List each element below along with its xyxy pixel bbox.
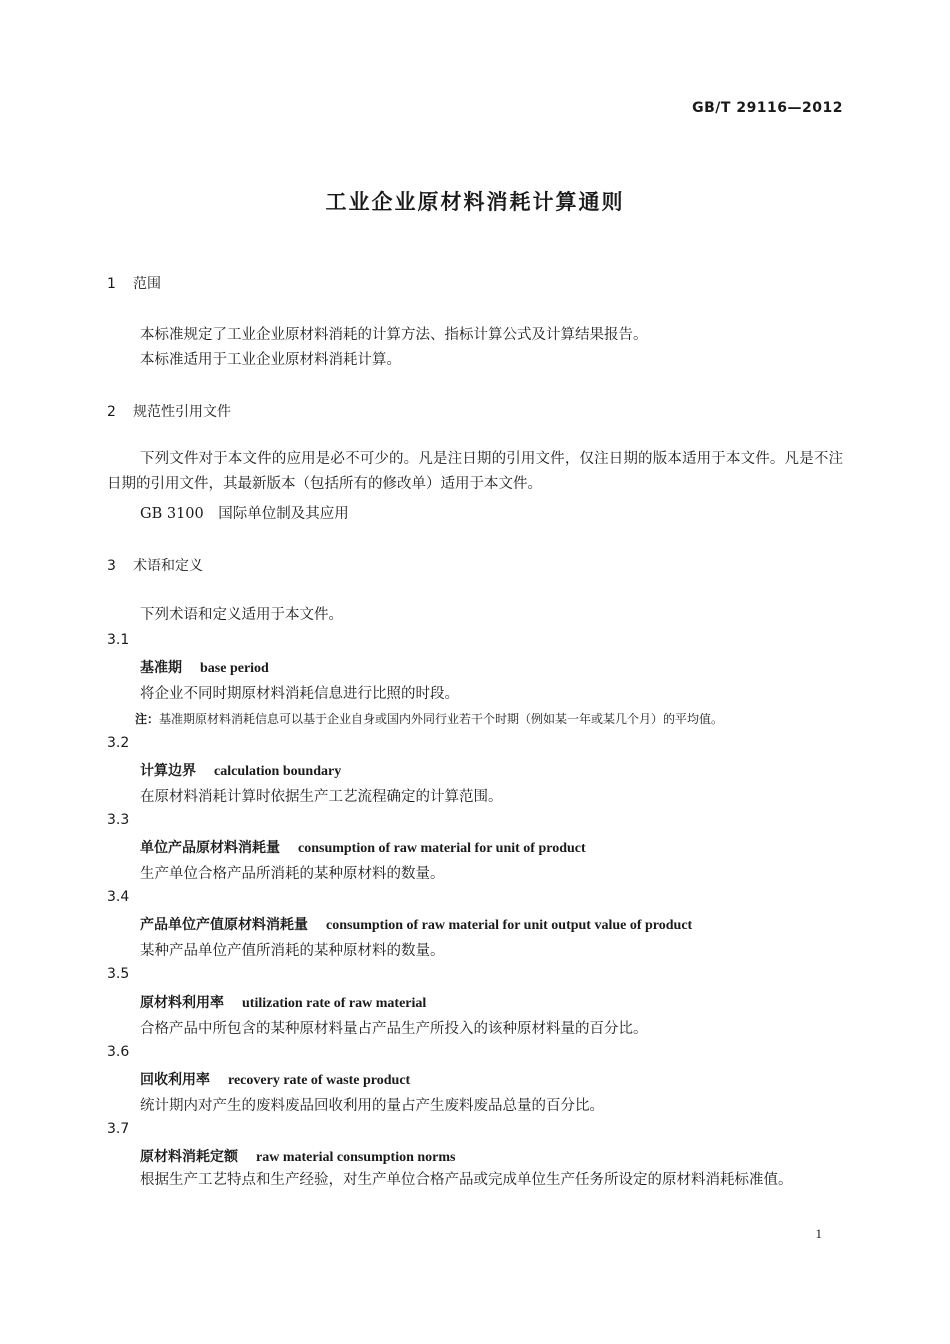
document-title: 工业企业原材料消耗计算通则 — [325, 190, 625, 214]
term-en: utilization rate of raw material — [242, 996, 427, 1011]
paragraph: 本标准规定了工业企业原材料消耗的计算方法、指标计算公式及计算结果报告。 — [140, 327, 648, 343]
section-3-heading — [107, 555, 203, 575]
term-zh: 产品单位产值原材料消耗量 — [140, 917, 308, 933]
term-en: base period — [200, 661, 269, 676]
term-definition: 生产单位合格产品所消耗的某种原材料的数量。 — [140, 866, 445, 882]
section-2-heading — [107, 401, 231, 421]
section-title: 术语和定义 — [133, 558, 203, 574]
note-text: 基准期原材料消耗信息可以基于企业自身或国内外同行业若干个时期（例如某一年或某几个月）的平均值。 — [159, 712, 724, 726]
section-number: 3 — [107, 558, 116, 574]
term-heading — [140, 1146, 456, 1166]
term-heading — [140, 837, 586, 857]
term-heading — [140, 657, 269, 677]
normative-reference: GB 3100 国际单位制及其应用 — [140, 506, 349, 522]
term-zh: 计算边界 — [140, 763, 196, 779]
page-number: 1 — [815, 1226, 822, 1241]
term-number: 3.1 — [107, 632, 130, 648]
term-definition: 合格产品中所包含的某种原材料量占产品生产所投入的该种原材料量的百分比。 — [140, 1021, 648, 1037]
term-en: raw material consumption norms — [256, 1150, 456, 1165]
term-number: 3.4 — [107, 889, 130, 905]
term-number: 3.5 — [107, 966, 130, 982]
term-heading — [140, 760, 341, 780]
paragraph: 下列文件对于本文件的应用是必不可少的。凡是注日期的引用文件，仅注日期的版本适用于本文件。凡是不注日期的引用文件，其最新版本（包括所有的修改单）适用于本文件。 — [107, 451, 843, 492]
term-number: 3.3 — [107, 812, 130, 828]
term-zh: 回收利用率 — [140, 1072, 210, 1088]
term-definition: 在原材料消耗计算时依据生产工艺流程确定的计算范围。 — [140, 789, 503, 805]
term-number: 3.2 — [107, 735, 130, 751]
term-heading — [140, 992, 426, 1012]
term-note — [135, 710, 723, 727]
term-en: consumption of raw material for unit of product — [298, 841, 586, 856]
term-definition: 统计期内对产生的废料废品回收利用的量占产生废料废品总量的百分比。 — [140, 1098, 604, 1114]
term-en: consumption of raw material for unit output value of product — [326, 918, 693, 933]
term-definition: 将企业不同时期原材料消耗信息进行比照的时段。 — [140, 686, 459, 702]
note-label: 注： — [135, 712, 160, 726]
standard-number: GB/T 29116—2012 — [692, 100, 843, 116]
section-title: 范围 — [133, 276, 161, 292]
term-definition: 某种产品单位产值所消耗的某种原材料的数量。 — [140, 943, 445, 959]
term-definition: 根据生产工艺特点和生产经验，对生产单位合格产品或完成单位生产任务所设定的原材料消耗标准值。 — [140, 1172, 793, 1188]
section-title: 规范性引用文件 — [133, 404, 231, 420]
term-zh: 单位产品原材料消耗量 — [140, 840, 280, 856]
term-heading — [140, 914, 692, 934]
term-en: calculation boundary — [214, 764, 342, 779]
term-en: recovery rate of waste product — [228, 1073, 411, 1088]
paragraph: 本标准适用于工业企业原材料消耗计算。 — [140, 352, 401, 368]
term-number: 3.6 — [107, 1044, 130, 1060]
section-number: 2 — [107, 404, 116, 420]
paragraph: 下列术语和定义适用于本文件。 — [140, 607, 343, 623]
section-number: 1 — [107, 276, 116, 292]
term-zh: 基准期 — [140, 660, 182, 676]
term-number: 3.7 — [107, 1121, 130, 1137]
section-1-heading — [107, 273, 161, 293]
term-zh: 原材料利用率 — [140, 995, 224, 1011]
term-heading — [140, 1069, 410, 1089]
term-zh: 原材料消耗定额 — [140, 1149, 238, 1165]
